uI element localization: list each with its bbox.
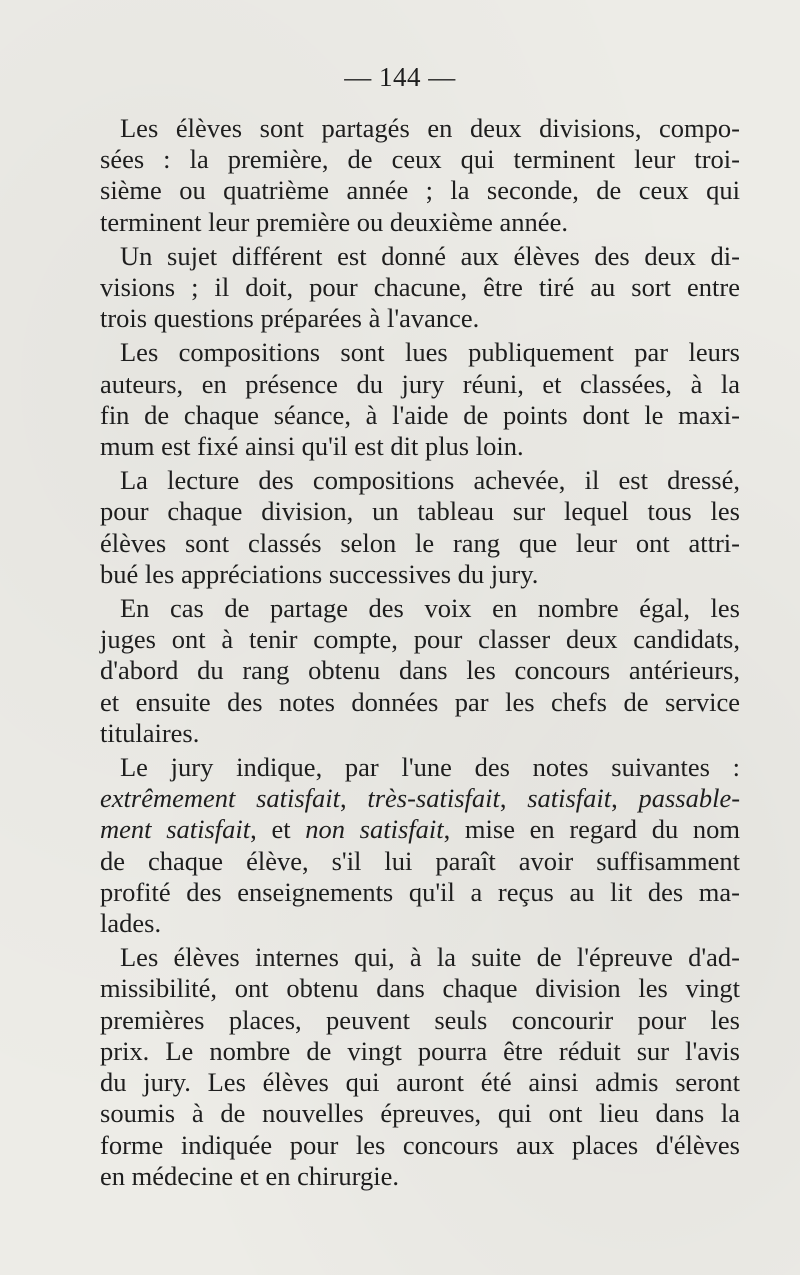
paragraph-compositions <box>100 337 740 462</box>
text-line: du jury. Les élèves qui auront été ainsi admis seront <box>100 1067 740 1098</box>
text-line: titulaires. <box>100 717 200 748</box>
text-line: soumis à de nouvelles épreuves, qui ont lieu dans la <box>100 1098 740 1129</box>
text-line: de chaque élève, s'il lui paraît avoir suffisamment <box>100 845 740 876</box>
note-label: très-satisfait <box>367 783 500 814</box>
text-line: forme indiquée pour les concours aux places d'élèves <box>100 1129 740 1160</box>
text-line: Les élèves internes qui, à la suite de l'épreuve d'ad- <box>120 942 740 973</box>
text-line: Les élèves sont partagés en deux divisions, compo- <box>120 113 740 143</box>
text-line: Le jury indique, par l'une des notes suivantes : <box>120 752 740 783</box>
text-line-italic-notes <box>100 783 740 814</box>
text-line: premières places, peuvent seuls concourir pour les <box>100 1004 740 1035</box>
text-line: Les compositions sont lues publiquement par leurs <box>120 337 740 368</box>
note-label: passable- <box>638 783 741 814</box>
text-line: en médecine et en chirurgie. <box>100 1160 399 1191</box>
separator: , <box>499 783 528 814</box>
paragraph-sujet <box>100 241 740 335</box>
paragraph-jury-notes <box>100 752 740 939</box>
text-line: sième ou quatrième année ; la seconde, de ceux qui <box>100 175 740 206</box>
text-line: trois questions préparées à l'avance. <box>100 303 480 334</box>
note-label: extrêmement satisfait <box>100 783 341 814</box>
text-line: prix. Le nombre de vingt pourra être réduit sur l'avis <box>100 1035 740 1066</box>
text-line: mum est fixé ainsi qu'il est dit plus loin. <box>100 431 524 462</box>
text-line: et ensuite des notes données par les chefs de service <box>100 686 740 717</box>
page-number: — 144 — <box>344 62 456 92</box>
separator: , <box>340 783 368 814</box>
text-line: bué les appréciations successives du jury. <box>100 558 539 589</box>
note-label: non satisfait <box>305 814 444 845</box>
paragraph-divisions <box>100 113 740 238</box>
text-line: Un sujet différent est donné aux élèves des deux di- <box>120 240 740 271</box>
text-line: juges ont à tenir compte, pour classer deux candidats, <box>100 624 740 655</box>
text-line: sées : la première, de ceux qui terminent leur troi- <box>100 144 740 175</box>
paragraph-partage <box>100 593 740 749</box>
text-line: lades. <box>100 908 162 939</box>
text-line-italic-notes <box>100 814 740 845</box>
page-body <box>100 113 740 1192</box>
text-fragment: , mise en regard du nom <box>443 814 740 845</box>
text-line: terminent leur première ou deuxième année. <box>100 206 568 237</box>
note-label: ment satisfait <box>100 814 251 845</box>
text-line: auteurs, en présence du jury réuni, et classées, à la <box>100 368 740 399</box>
paragraph-internes <box>100 942 740 1192</box>
text-line: élèves sont classés selon le rang que leur ont attri- <box>100 527 740 558</box>
text-line: pour chaque division, un tableau sur lequel tous les <box>100 496 740 527</box>
note-label: satisfait <box>527 783 612 814</box>
text-line: visions ; il doit, pour chacune, être tiré au sort entre <box>100 272 740 303</box>
separator: , <box>611 783 639 814</box>
text-line: La lecture des compositions achevée, il est dressé, <box>120 465 740 496</box>
text-line: fin de chaque séance, à l'aide de points dont le maxi- <box>100 399 740 430</box>
text-line: missibilité, ont obtenu dans chaque division les vingt <box>100 973 740 1004</box>
paragraph-lecture <box>100 465 740 590</box>
text-line: d'abord du rang obtenu dans les concours antérieurs, <box>100 655 740 686</box>
separator: , et <box>250 814 306 845</box>
text-line: profité des enseignements qu'il a reçus au lit des ma- <box>100 876 740 907</box>
text-line: En cas de partage des voix en nombre égal, les <box>120 593 740 624</box>
